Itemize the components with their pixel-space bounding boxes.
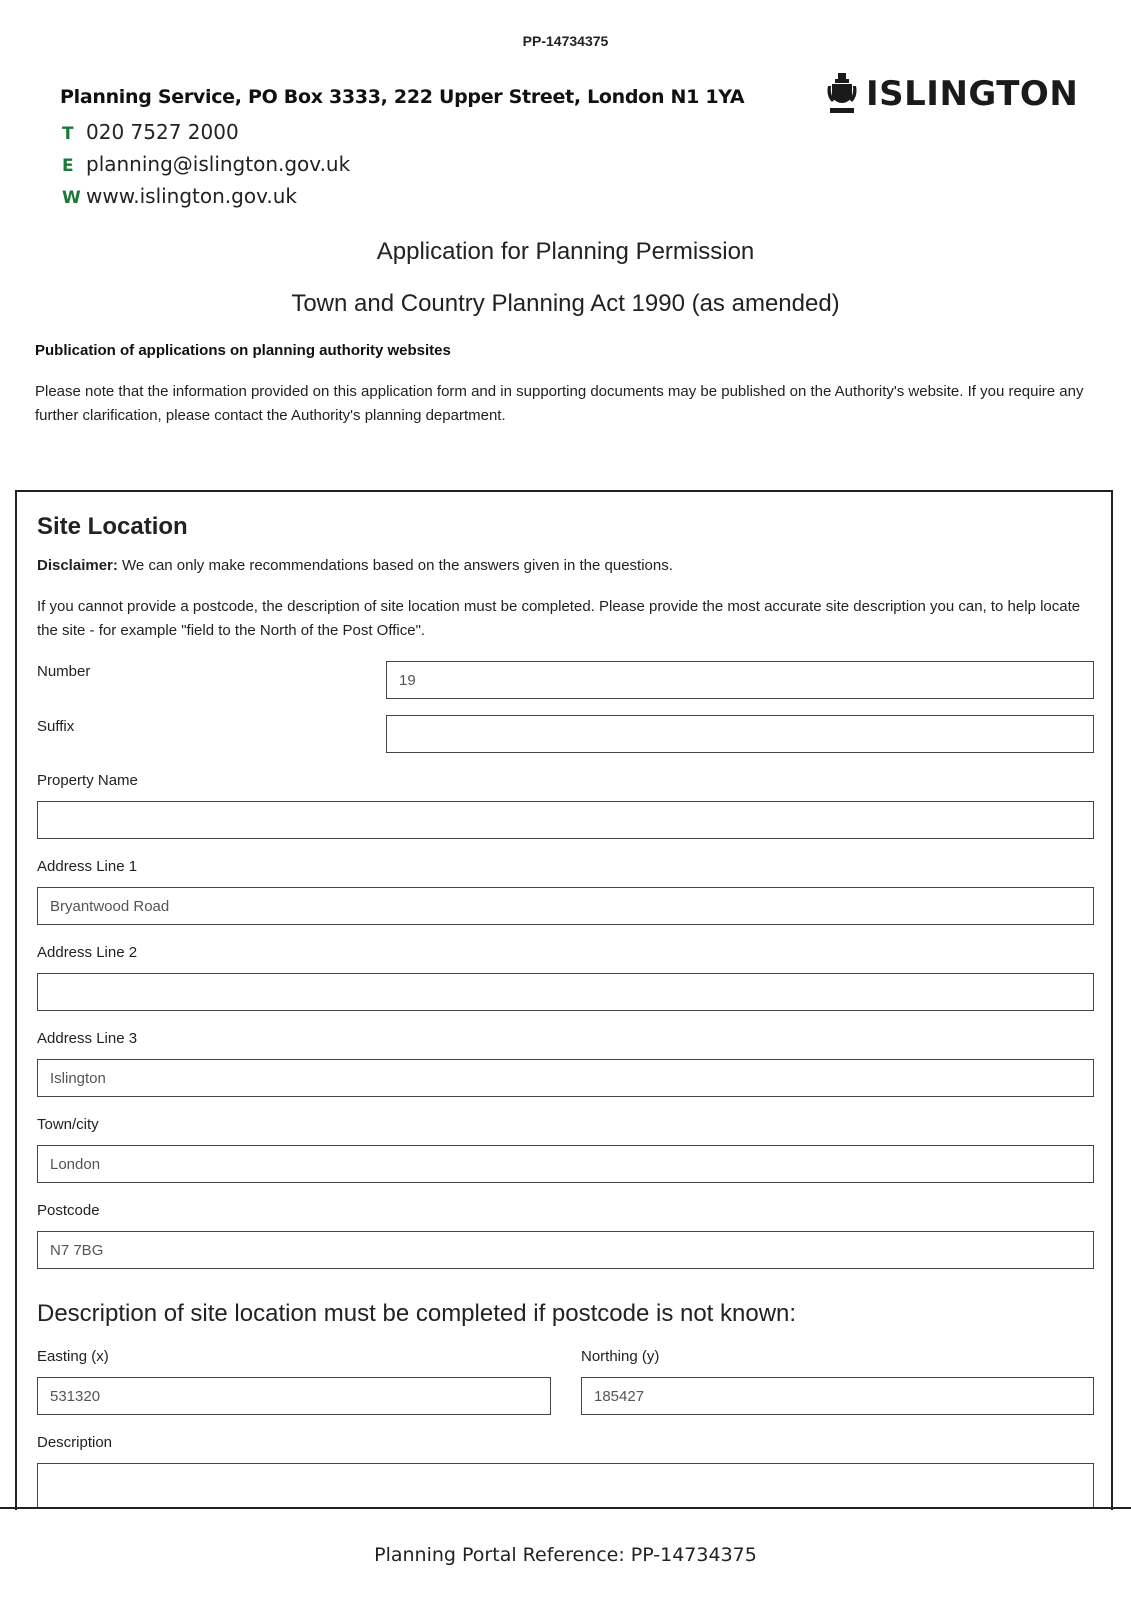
postcode-label: Postcode [37, 1202, 100, 1219]
address-line-2-field[interactable] [37, 973, 1094, 1011]
town-city-field[interactable]: London [37, 1145, 1094, 1183]
number-field[interactable]: 19 [386, 661, 1094, 699]
number-label: Number [37, 663, 91, 680]
form-title: Application for Planning Permission [376, 238, 755, 265]
description-field[interactable] [37, 1463, 1094, 1507]
email-key: E [62, 156, 74, 176]
phone-value: 020 7527 2000 [86, 120, 239, 144]
phone-contact [62, 120, 239, 144]
disclaimer [37, 557, 673, 574]
description-label: Description [37, 1434, 113, 1451]
web-key: W [62, 188, 81, 208]
web-value: www.islington.gov.uk [86, 184, 297, 208]
planning-service-address: Planning Service, PO Box 3333, 222 Upper Street, London N1 1YA [60, 86, 745, 108]
suffix-label: Suffix [37, 718, 75, 735]
address-line-3-field[interactable]: Islington [37, 1059, 1094, 1097]
disclaimer-label: Disclaimer: [37, 557, 118, 574]
address-line-2-label: Address Line 2 [37, 944, 138, 961]
postcode-note: If you cannot provide a postcode, the description of site location must be completed. Please provide the most accurate site description you can, to help locate the site - for example "field to the North of the Post Office". [37, 598, 1081, 639]
footer-reference: Planning Portal Reference: PP-14734375 [374, 1544, 757, 1566]
property-name-field[interactable] [37, 801, 1094, 839]
email-contact [62, 152, 350, 176]
easting-field[interactable]: 531320 [37, 1377, 551, 1415]
suffix-field[interactable] [386, 715, 1094, 753]
crest-icon [826, 72, 858, 116]
postcode-field[interactable]: N7 7BG [37, 1231, 1094, 1269]
address-line-3-label: Address Line 3 [37, 1030, 138, 1047]
easting-label: Easting (x) [37, 1348, 109, 1365]
logo-text: ISLINGTON [866, 74, 1079, 114]
disclaimer-text: We can only make recommendations based on the answers given in the questions. [117, 557, 673, 574]
address-line-1-label: Address Line 1 [37, 858, 138, 875]
town-city-label: Town/city [37, 1116, 99, 1133]
address-line-1-field[interactable]: Bryantwood Road [37, 887, 1094, 925]
form-subtitle: Town and Country Planning Act 1990 (as amended) [291, 290, 840, 317]
northing-field[interactable]: 185427 [581, 1377, 1094, 1415]
publication-text: Please note that the information provided on this application form and in supporting documents may be published on the Authority's website. If you require any further clarification, please contact the Authority's planning department. [35, 383, 1084, 424]
reference-number: PP-14734375 [522, 33, 609, 49]
publication-heading: Publication of applications on planning authority websites [35, 342, 451, 359]
description-heading: Description of site location must be completed if postcode is not known: [37, 1300, 797, 1327]
northing-label: Northing (y) [581, 1348, 660, 1365]
property-name-label: Property Name [37, 772, 138, 789]
section-title: Site Location [37, 513, 188, 540]
footer-divider [0, 1507, 1131, 1509]
islington-logo [826, 72, 1078, 116]
web-contact [62, 184, 297, 208]
email-value: planning@islington.gov.uk [86, 152, 351, 176]
phone-key: T [62, 124, 74, 144]
